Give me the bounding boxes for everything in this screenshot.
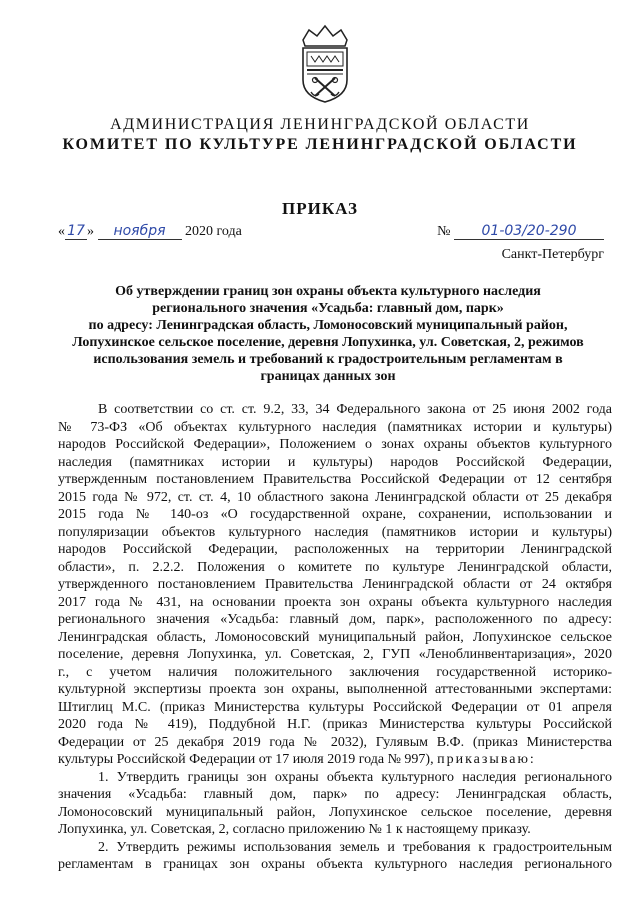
body-line: регламентам в границах зон охраны объекта культурного наследия регионального [58,857,612,872]
organization-name: АДМИНИСТРАЦИЯ ЛЕНИНГРАДСКОЙ ОБЛАСТИ [110,116,530,133]
body-line: народов Российской Федерации», Положением о зонах охраны объектов культурного [58,437,612,452]
date-open-quote: « [58,224,65,239]
body-line: В соответствии со ст. ст. 9.2, 33, 34 Федерального закона от 25 июня 2002 года [98,402,612,417]
coat-of-arms-icon [295,22,355,104]
title-line: регионального значения «Усадьба: главный дом, парк» [152,301,504,316]
date-close-quote: » [87,224,94,239]
title-line: границах данных зон [260,369,396,384]
body-line: поселение, деревня Лопухинка, ул. Советская, 2, ГУП «Леноблинвентаризация», 2020 [58,647,612,662]
body-line: значения «Усадьба: главный дом, парк» по адресу: Ленинградская область, [58,787,612,802]
body-line: Федерации от 25 декабря 2019 года № 2032), Гулявым В.Ф. (приказ Министерства [58,734,612,750]
resolution-word: приказываю: [437,752,536,767]
city: Санкт-Петербург [501,247,604,262]
date-year: 2020 года [185,224,242,239]
date-day: 17 [65,223,87,240]
date-month: ноября [98,223,182,240]
body-line: Штиглиц М.С. (приказ Министерства культуры Российской Федерации от 01 апреля [58,699,612,715]
body-line: № 73-ФЗ «Об объектах культурного наследия (памятниках истории и культуры) [58,419,612,435]
body-line [58,751,612,769]
body-line: народов Российской Федерации, расположенных на территории Ленинградской [58,542,612,557]
body-line: 2017 года № 431, на основании проекта зон охраны объекта культурного наследия [58,594,612,610]
body-line: Ленинградская область, Ломоносовский муниципальный район, Лопухинское сельское [58,629,612,645]
order-date [58,223,242,240]
body-line: 2015 года № 972, ст. ст. 4, 10 областного закона Ленинградской области от 25 декабря [58,489,612,505]
body-line: популяризации объектов культурного наследия (памятников истории и культуры) [58,524,612,540]
document-type: ПРИКАЗ [282,199,358,218]
order-title [58,283,598,385]
committee-name: КОМИТЕТ ПО КУЛЬТУРЕ ЛЕНИНГРАДСКОЙ ОБЛАСТИ [62,136,578,153]
title-line: использования земель и требований к градостроительным регламентам в [93,352,563,367]
title-line: Лопухинское сельское поселение, деревня Лопухинка, ул. Советская, 2, режимов [72,335,584,350]
body-line: утвержденным постановлением Правительства Российской Федерации от 12 сентября [58,472,612,487]
order-number [437,223,604,240]
number-prefix: № [437,224,451,239]
body-line: культурной экспертизы проекта зон охраны, выполненной аттестованными экспертами: [58,682,612,697]
body-line: утвержденного постановлением Правительства Ленинградской области от 24 октября [58,577,612,592]
body-line-text: культуры Российской Федерации от 17 июля 2019 года № 997), [58,752,434,767]
body-line: 2015 года № 140-оз «О государственной охране, сохранении, использовании и [58,507,612,522]
title-line: Об утверждении границ зон охраны объекта культурного наследия [115,284,541,299]
body-line: Лопухинка, ул. Советская, 2, согласно приложению № 1 к настоящему приказу. [58,822,531,837]
body-line: 2. Утвердить режимы использования земель и требования к градостроительным [98,839,612,855]
body-line: 1. Утвердить границы зон охраны объекта культурного наследия регионального [98,769,612,785]
body-line: наследия (памятниках истории и культуры) народов Российской Федерации, [58,454,612,470]
body-line: 2020 года № 419), Поддубной Н.Г. (приказ Министерства культуры Российской [58,717,612,732]
body-line: области», п. 2.2.2. Положения о комитете по культуре Ленинградской области, [58,559,612,575]
number-value: 01-03/20-290 [454,223,604,240]
body-line: Ломоносовский муниципальный район, Лопухинское сельское поселение, деревня [58,804,612,820]
title-line: по адресу: Ленинградская область, Ломоносовский муниципальный район, [88,318,568,333]
body-line: регионального значения «Усадьба: главный дом, парк», расположенного по адресу: [58,612,612,627]
order-body [58,401,612,874]
body-line: г., с учетом наличия положительного заключения государственной историко- [58,664,612,680]
